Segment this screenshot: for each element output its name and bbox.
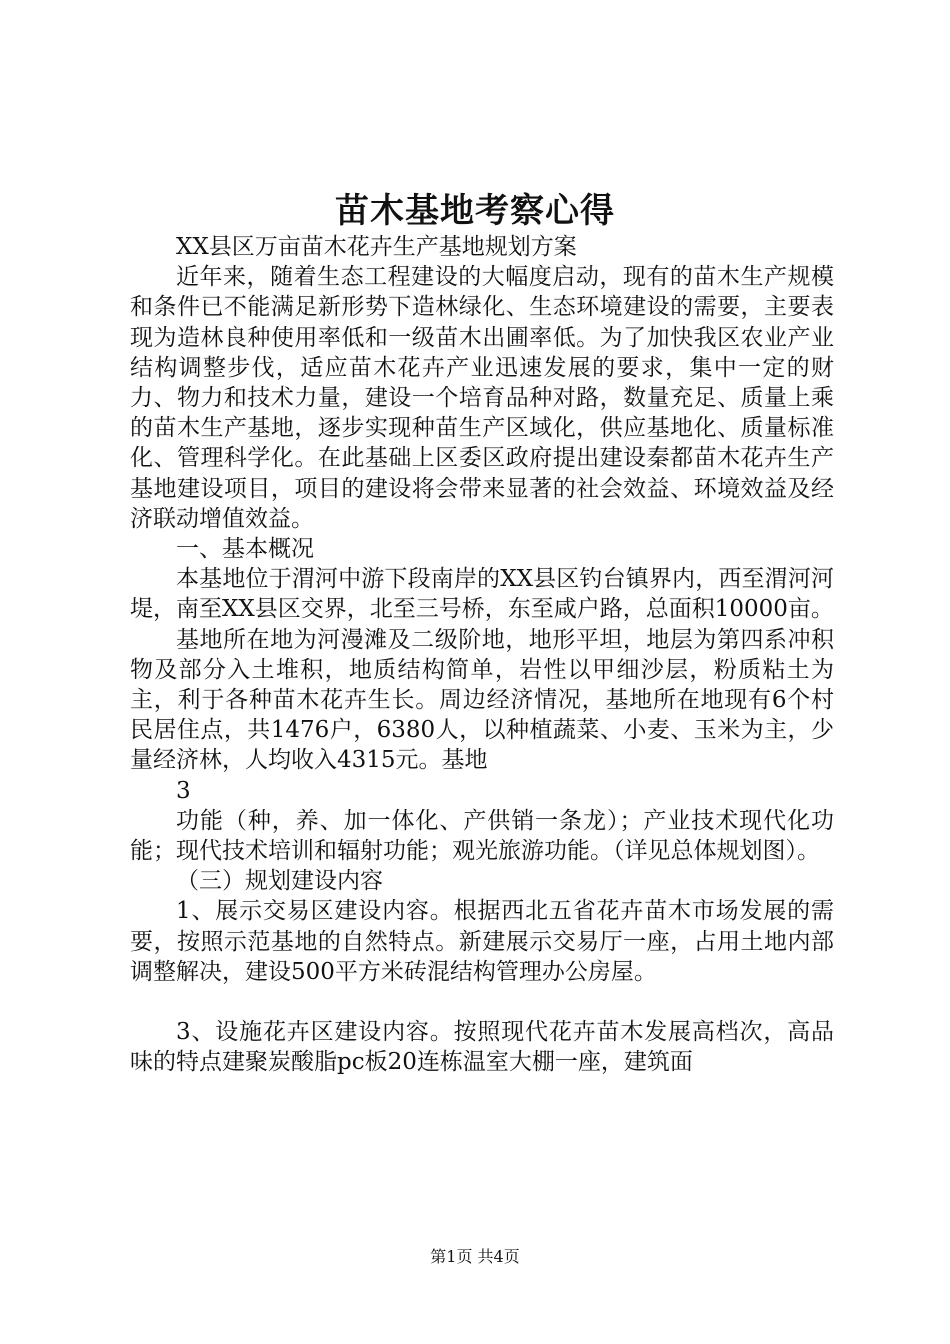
exhibition-area-paragraph: 1、展示交易区建设内容。根据西北五省花卉苗木市场发展的需要，按照示范基地的自然特点。新建展示交易厅一座，占用土地内部调整解决，建设500平方米砖混结构管理办公房屋。 [130,898,834,985]
document-body [130,232,834,1077]
terrain-paragraph: 基地所在地为河漫滩及二级阶地，地形平坦，地层为第四系冲积物及部分入土堆积，地质结构简单，岩性以甲细沙层，粉质粘土为主，利于各种苗木花卉生长。周边经济情况，基地所在地现有6个村民居住点，共1476户，6380人，以种植蔬菜、小麦、玉米为主，少量经济林，人均收入4315元。基地 [130,626,834,774]
location-paragraph: 本基地位于渭河中游下段南岸的XX县区钓台镇界内，西至渭河河堤，南至XX县区交界，北至三号桥，东至咸户路，总面积10000亩。 [130,566,834,623]
page-fragment-number: 3 [176,777,191,804]
section-heading-overview: 一、基本概况 [176,536,314,563]
greenhouse-area-paragraph: 3、设施花卉区建设内容。按照现代花卉苗木发展高档次，高品味的特点建聚炭酸脂pc板20连栋温室大棚一座，建筑面 [130,1019,834,1076]
document-title: 苗木基地考察心得 [335,191,615,231]
section-heading-planning: （三）规划建设内容 [176,868,383,895]
intro-paragraph: 近年来，随着生态工程建设的大幅度启动，现有的苗木生产规模和条件已不能满足新形势下造林绿化、生态环境建设的需要，主要表现为造林良种使用率低和一级苗木出圃率低。为了加快我区农业产业结构调整步伐，适应苗木花卉产业迅速发展的要求，集中一定的财力、物力和技术力量，建设一个培育品种对路，数量充足、质量上乘的苗木生产基地，逐步实现种苗生产区域化，供应基地化、质量标准化、管理科学化。在此基础上区委区政府提出建设秦都苗木花卉生产基地建设项目，项目的建设将会带来显著的社会效益、环境效益及经济联动增值效益。 [130,264,834,532]
page-footer: 第1页 共4页 [430,1247,520,1266]
function-paragraph: 功能（种，养、加一体化、产供销一条龙）；产业技术现代化功能；现代技术培训和辐射功能；观光旅游功能。（详见总体规划图）。 [130,807,834,865]
plan-heading: XX县区万亩苗木花卉生产基地规划方案 [176,234,577,260]
